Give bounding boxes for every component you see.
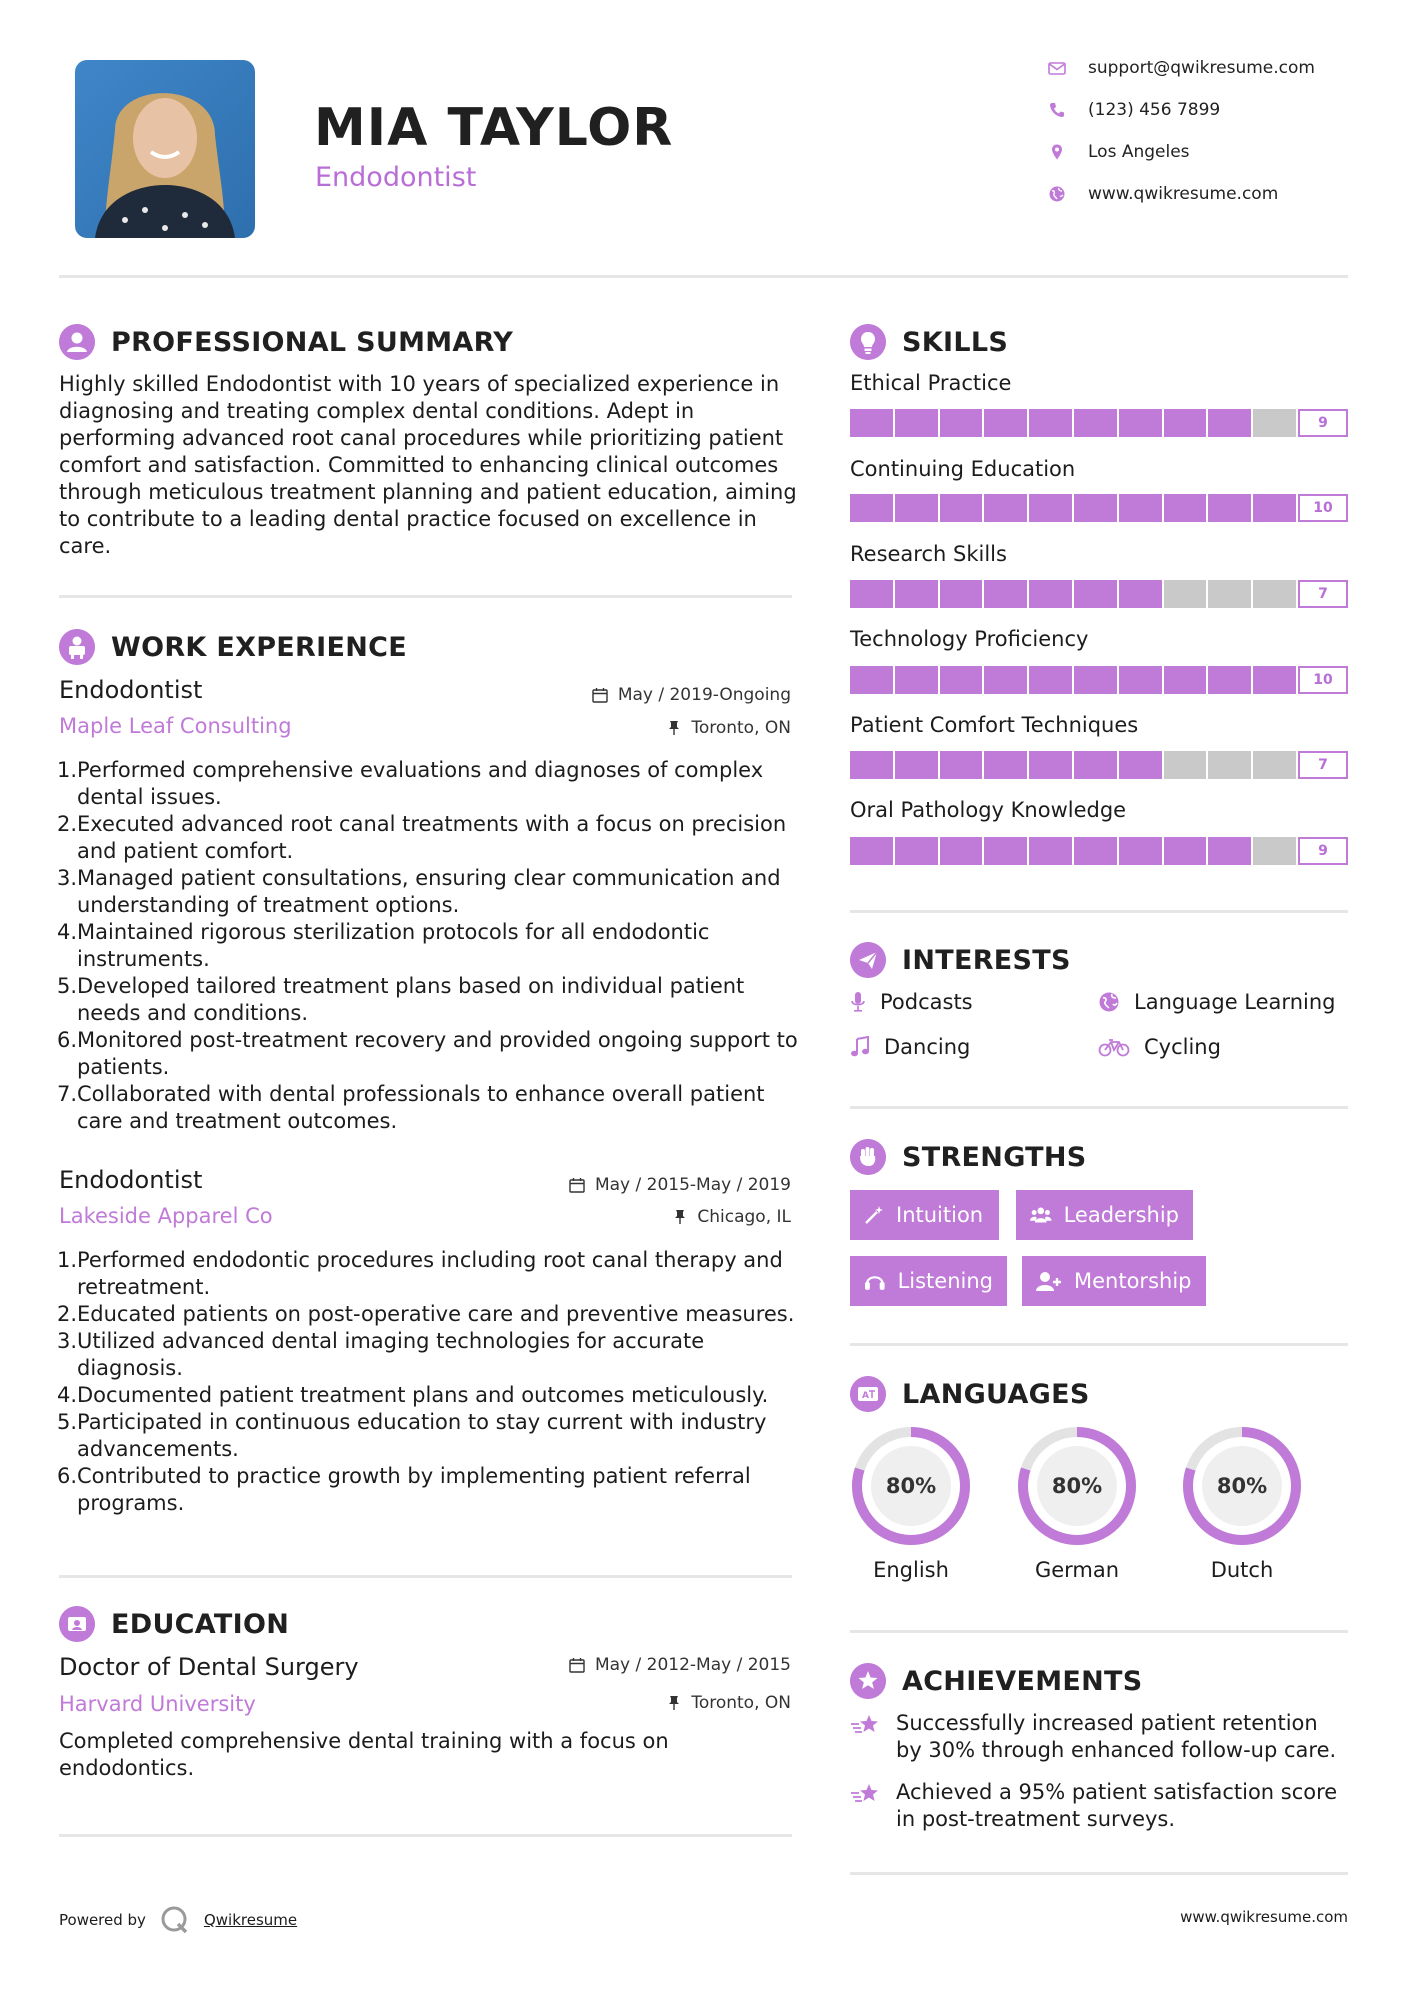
- list-item: 1. Performed comprehensive evaluations and diagnoses of complex dental issues.: [57, 758, 764, 809]
- education-school: Harvard University: [59, 1692, 256, 1716]
- skill-score: 7: [1298, 751, 1348, 779]
- language-icon: [850, 1376, 886, 1412]
- skill-score: 10: [1298, 666, 1348, 694]
- skill-score: 9: [1298, 837, 1348, 865]
- skill-segment: [1119, 580, 1162, 608]
- skill-segment: [940, 580, 983, 608]
- calendar-icon: [569, 1177, 585, 1193]
- strength-chip-leadership: [1016, 1190, 1193, 1240]
- job-1-date-text: May / 2019-Ongoing: [617, 685, 791, 705]
- lightbulb-icon: [850, 324, 886, 360]
- strength-chip-mentorship: [1022, 1256, 1206, 1306]
- candidate-name: MIA TAYLOR: [314, 98, 674, 158]
- skill-segment: [1119, 837, 1162, 865]
- interest-cycling: [1098, 1035, 1221, 1059]
- skill-segment: [1074, 409, 1117, 437]
- skill-segment: [895, 580, 938, 608]
- job-2-location: [520, 1207, 791, 1227]
- list-item: 1. Performed endodontic procedures including root canal therapy and retreatment.: [57, 1248, 783, 1299]
- job-1-location-text: Toronto, ON: [691, 718, 791, 738]
- skill-bar: [850, 837, 1298, 865]
- summary-divider: [59, 595, 792, 598]
- skills-title: SKILLS: [902, 326, 1009, 358]
- skill-segment: [1164, 494, 1207, 522]
- job-1-location: [520, 718, 791, 738]
- skill-segment: [1164, 837, 1207, 865]
- interests-heading: [850, 942, 1071, 978]
- list-item: 6. Contributed to practice growth by implementing patient referral programs.: [57, 1464, 751, 1515]
- skill-segment: [1164, 580, 1207, 608]
- job-2-duties: [59, 1247, 799, 1517]
- skill-segment: [1029, 751, 1072, 779]
- contact-email-text: support@qwikresume.com: [1088, 58, 1315, 78]
- education-degree: Doctor of Dental Surgery: [59, 1653, 359, 1681]
- job-2-date: [500, 1175, 791, 1195]
- skill-segment: [1029, 666, 1072, 694]
- experience-title: WORK EXPERIENCE: [111, 631, 407, 663]
- list-item: 6. Monitored post-treatment recovery and provided ongoing support to patients.: [57, 1028, 798, 1079]
- language-ring: [1181, 1425, 1303, 1547]
- skill-segment: [1164, 751, 1207, 779]
- language-name: German: [1034, 1558, 1120, 1582]
- skill-name: Oral Pathology Knowledge: [850, 798, 1127, 822]
- skill-segment: [1253, 409, 1296, 437]
- language-ring: [1016, 1425, 1138, 1547]
- skill-segment: [1253, 580, 1296, 608]
- thumbtack-icon: [667, 720, 681, 736]
- skill-segment: [1164, 666, 1207, 694]
- skill-segment: [1253, 666, 1296, 694]
- interest-language-learning: [1098, 990, 1335, 1014]
- contact-location-text: Los Angeles: [1088, 142, 1190, 162]
- skill-segment: [940, 751, 983, 779]
- skill-name: Patient Comfort Techniques: [850, 713, 1139, 737]
- skill-segment: [1029, 494, 1072, 522]
- skill-segment: [984, 837, 1027, 865]
- skill-segment: [984, 580, 1027, 608]
- achievements-heading: [850, 1663, 1143, 1699]
- skill-segment: [895, 751, 938, 779]
- achievement-item: [850, 1781, 882, 1811]
- summary-heading: [59, 324, 513, 360]
- interest-dancing: [850, 1035, 970, 1059]
- skill-segment: [1208, 494, 1251, 522]
- list-item: 7. Collaborated with dental professionals to enhance overall patient care and treatment outcomes.: [57, 1082, 765, 1133]
- list-item: 4. Maintained rigorous sterilization protocols for all endodontic instruments.: [57, 920, 710, 971]
- map-pin-icon: [1048, 143, 1066, 161]
- skill-score: 9: [1298, 409, 1348, 437]
- skill-name: Ethical Practice: [850, 371, 1012, 395]
- skill-name: Technology Proficiency: [850, 627, 1089, 651]
- list-item: 5. Developed tailored treatment plans based on individual patient needs and conditions.: [57, 974, 745, 1025]
- language-name: Dutch: [1210, 1558, 1274, 1582]
- skill-segment: [850, 409, 893, 437]
- skill-segment: [984, 751, 1027, 779]
- powered-by-text: Powered by: [59, 1911, 146, 1929]
- language-item-german: [1016, 1425, 1138, 1582]
- skill-bar: [850, 751, 1298, 779]
- language-item-english: [850, 1425, 972, 1582]
- languages-heading: [850, 1376, 1090, 1412]
- footer-url[interactable]: www.qwikresume.com: [1180, 1908, 1348, 1926]
- globe-icon: [1048, 185, 1066, 203]
- skill-segment: [1253, 494, 1296, 522]
- strength-label: Mentorship: [1074, 1269, 1192, 1293]
- skill-segment: [940, 837, 983, 865]
- education-heading: [59, 1606, 289, 1642]
- thumbtack-icon: [667, 1695, 681, 1711]
- skill-segment: [850, 751, 893, 779]
- interest-podcasts: [850, 990, 973, 1014]
- contact-phone-text: (123) 456 7899: [1088, 100, 1221, 120]
- education-date-text: May / 2012-May / 2015: [594, 1655, 791, 1675]
- footer-brand-link[interactable]: Qwikresume: [203, 1911, 298, 1929]
- skill-name: Research Skills: [850, 542, 1007, 566]
- briefcase-icon: [59, 629, 95, 665]
- skill-segment: [1253, 751, 1296, 779]
- skill-bar: [850, 666, 1298, 694]
- skill-segment: [850, 837, 893, 865]
- skill-segment: [895, 666, 938, 694]
- language-ring: [850, 1425, 972, 1547]
- skill-segment: [940, 409, 983, 437]
- language-name: English: [873, 1558, 949, 1582]
- education-title: EDUCATION: [111, 1608, 290, 1640]
- skill-score: 7: [1298, 580, 1348, 608]
- skills-heading: [850, 324, 1008, 360]
- skill-segment: [940, 494, 983, 522]
- skill-segment: [1208, 837, 1251, 865]
- education-location: [520, 1693, 791, 1713]
- achievement-item: [850, 1712, 882, 1742]
- phone-icon: [1048, 101, 1066, 119]
- contact-website-text: www.qwikresume.com: [1088, 184, 1279, 204]
- globe-icon: [1098, 991, 1120, 1013]
- skill-bar: [850, 580, 1298, 608]
- strength-label: Intuition: [896, 1203, 984, 1227]
- user-icon: [59, 324, 95, 360]
- summary-text: Highly skilled Endodontist with 10 years of specialized experience in diagnosing and treating complex dental conditions. Adept in performing advanced root canal procedures while prioritizing patient comfort and satisfaction. Committed to enhancing clinical outcomes through meticulous treatment planning and patient education, aiming to contribute to a leading dental practice focused on excellence in care.: [59, 372, 797, 558]
- skill-name: Continuing Education: [850, 457, 1076, 481]
- job-2-location-text: Chicago, IL: [697, 1207, 791, 1227]
- skill-segment: [940, 666, 983, 694]
- qwikresume-logo-icon: [160, 1905, 190, 1935]
- envelope-icon: [1048, 59, 1066, 77]
- skill-segment: [1029, 580, 1072, 608]
- skill-segment: [850, 494, 893, 522]
- skill-segment: [895, 409, 938, 437]
- skill-segment: [1208, 409, 1251, 437]
- achievement-text: Achieved a 95% patient satisfaction score in post-treatment surveys.: [896, 1780, 1338, 1831]
- list-item: 2. Executed advanced root canal treatments with a focus on precision and patient comfort.: [57, 812, 787, 863]
- shooting-star-icon: [850, 1712, 882, 1738]
- interest-label: Cycling: [1144, 1035, 1221, 1059]
- skill-segment: [1208, 751, 1251, 779]
- calendar-icon: [592, 687, 608, 703]
- thumbtack-icon: [673, 1209, 687, 1225]
- magic-wand-icon: [864, 1205, 884, 1225]
- achievement-text: Successfully increased patient retention by 30% through enhanced follow-up care.: [896, 1711, 1337, 1762]
- contact-location: [1048, 142, 1190, 162]
- graduation-icon: [59, 1606, 95, 1642]
- shooting-star-icon: [850, 1781, 882, 1807]
- list-item: 5. Participated in continuous education to stay current with industry advancements.: [57, 1410, 767, 1461]
- skill-score: 10: [1298, 494, 1348, 522]
- skill-segment: [1253, 837, 1296, 865]
- strengths-divider: [850, 1343, 1348, 1346]
- interest-label: Language Learning: [1134, 990, 1336, 1014]
- headphones-icon: [864, 1271, 886, 1291]
- strength-chip-intuition: [850, 1190, 999, 1240]
- achievements-divider: [850, 1872, 1348, 1875]
- contact-phone[interactable]: [1048, 100, 1220, 120]
- language-percent: 80%: [1216, 1474, 1268, 1498]
- candidate-role: Endodontist: [315, 162, 477, 193]
- education-date: [500, 1655, 791, 1675]
- skill-segment: [1074, 580, 1117, 608]
- user-plus-icon: [1036, 1271, 1062, 1291]
- strengths-heading: [850, 1139, 1087, 1175]
- summary-title: PROFESSIONAL SUMMARY: [111, 326, 514, 358]
- job-2-date-text: May / 2015-May / 2019: [594, 1175, 791, 1195]
- skill-segment: [1119, 409, 1162, 437]
- strength-chip-listening: [850, 1256, 1007, 1306]
- paper-plane-icon: [850, 942, 886, 978]
- skill-segment: [984, 409, 1027, 437]
- strength-label: Leadership: [1063, 1203, 1179, 1227]
- skill-segment: [1119, 666, 1162, 694]
- education-location-text: Toronto, ON: [691, 1693, 791, 1713]
- job-2-title: Endodontist: [59, 1166, 203, 1194]
- strengths-title: STRENGTHS: [902, 1141, 1087, 1173]
- language-percent: 80%: [885, 1474, 937, 1498]
- fist-icon: [850, 1139, 886, 1175]
- microphone-icon: [850, 991, 866, 1013]
- svg-text:A: A: [862, 1391, 870, 1401]
- job-1-duties: [59, 757, 799, 1135]
- bicycle-icon: [1098, 1037, 1130, 1057]
- list-item: 3. Managed patient consultations, ensuring clear communication and understanding of treatment options.: [57, 866, 781, 917]
- languages-title: LANGUAGES: [902, 1378, 1090, 1410]
- music-note-icon: [850, 1036, 870, 1058]
- contact-email[interactable]: [1048, 58, 1315, 78]
- skill-segment: [984, 494, 1027, 522]
- skill-segment: [1029, 837, 1072, 865]
- interests-title: INTERESTS: [902, 944, 1071, 976]
- skill-segment: [1119, 494, 1162, 522]
- profile-photo: [75, 60, 255, 238]
- contact-website[interactable]: [1048, 184, 1278, 204]
- interest-label: Podcasts: [880, 990, 973, 1014]
- skill-bar: [850, 409, 1298, 437]
- skill-segment: [1208, 580, 1251, 608]
- skill-segment: [1074, 494, 1117, 522]
- education-text: Completed comprehensive dental training with a focus on endodontics.: [59, 1729, 669, 1780]
- job-1-company: Maple Leaf Consulting: [59, 714, 292, 738]
- skill-segment: [895, 837, 938, 865]
- skill-segment: [1119, 751, 1162, 779]
- language-item-dutch: [1181, 1425, 1303, 1582]
- education-divider: [59, 1834, 792, 1837]
- skill-segment: [895, 494, 938, 522]
- skill-bar: [850, 494, 1298, 522]
- skill-segment: [1164, 409, 1207, 437]
- experience-divider: [59, 1575, 792, 1578]
- strength-label: Listening: [897, 1269, 993, 1293]
- experience-heading: [59, 629, 407, 665]
- skill-segment: [1029, 409, 1072, 437]
- interests-divider: [850, 1106, 1348, 1109]
- skills-divider: [850, 910, 1348, 913]
- list-item: 3. Utilized advanced dental imaging technologies for accurate diagnosis.: [57, 1329, 705, 1380]
- job-2-company: Lakeside Apparel Co: [59, 1204, 273, 1228]
- skill-segment: [1208, 666, 1251, 694]
- language-percent: 80%: [1051, 1474, 1103, 1498]
- skill-segment: [1074, 666, 1117, 694]
- job-1-date: [520, 685, 791, 705]
- interest-label: Dancing: [884, 1035, 971, 1059]
- skill-segment: [850, 666, 893, 694]
- users-icon: [1030, 1205, 1052, 1225]
- skill-segment: [1074, 751, 1117, 779]
- skill-segment: [1074, 837, 1117, 865]
- job-1-title: Endodontist: [59, 676, 203, 704]
- languages-divider: [850, 1630, 1348, 1633]
- list-item: 2. Educated patients on post-operative care and preventive measures.: [57, 1302, 795, 1326]
- skill-segment: [850, 580, 893, 608]
- star-badge-icon: [850, 1663, 886, 1699]
- skill-segment: [984, 666, 1027, 694]
- achievements-title: ACHIEVEMENTS: [902, 1665, 1143, 1697]
- header-divider: [59, 275, 1348, 278]
- list-item: 4. Documented patient treatment plans and outcomes meticulously.: [57, 1383, 769, 1407]
- footer-powered: [59, 1905, 297, 1935]
- calendar-icon: [569, 1657, 585, 1673]
